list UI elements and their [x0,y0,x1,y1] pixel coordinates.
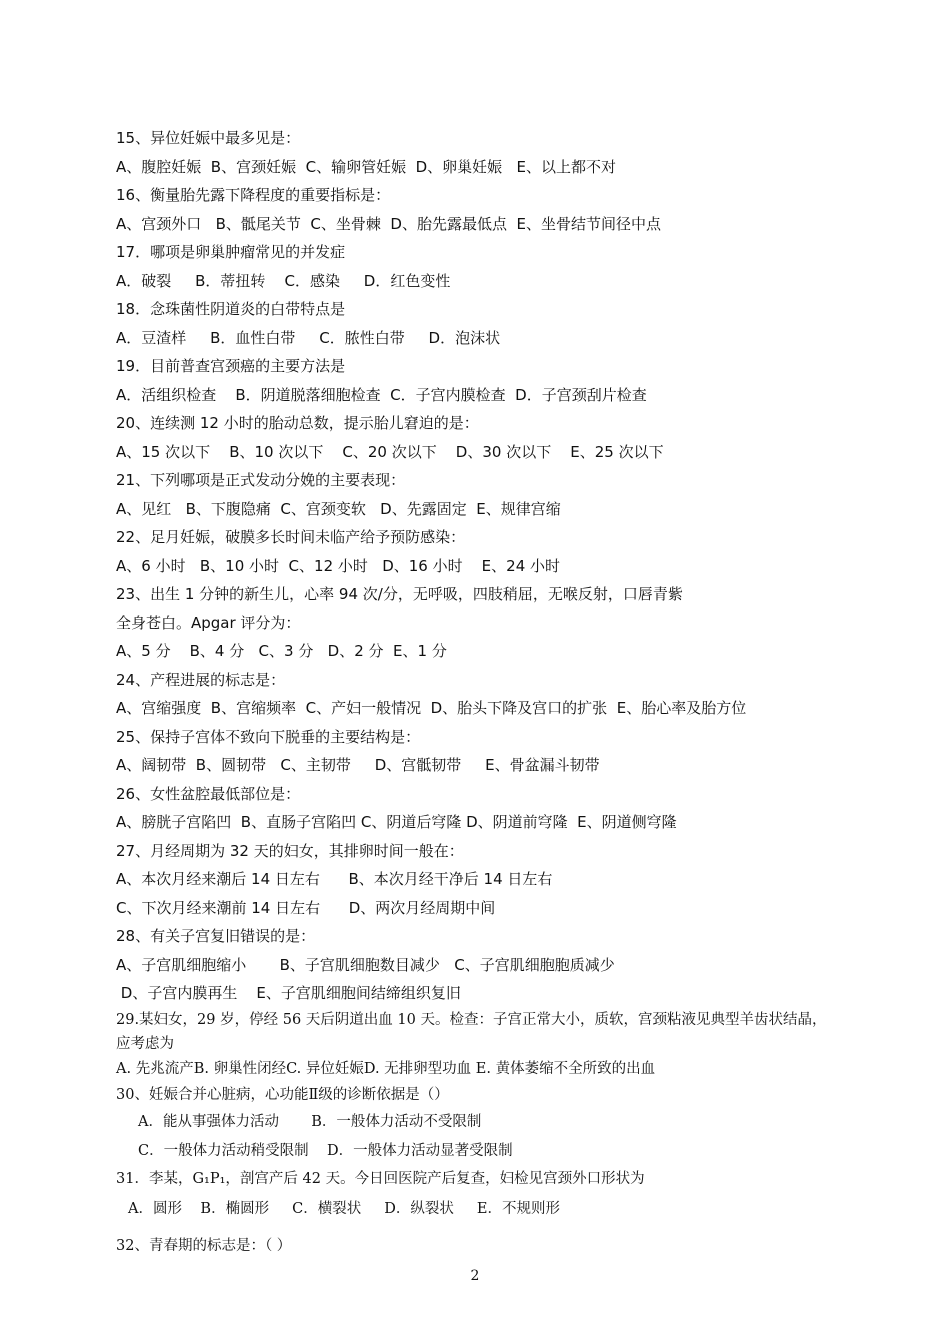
question-list [116,124,836,1261]
question-23-options: A、5 分 B、4 分 C、3 分 D、2 分 E、1 分 [116,642,447,660]
question-29-options: A. 先兆流产B. 卵巢性闭经C. 异位妊娠D. 无排卵型功血 E. 黄体萎缩不全所致的出血 [116,1060,656,1077]
question-26: 26、女性盆腔最低部位是： [116,784,301,803]
question-30-options-ab: A．能从事强体力活动 B．一般体力活动不受限制 [138,1113,482,1130]
question-20-options: A、15 次以下 B、10 次以下 C、20 次以下 D、30 次以下 E、25 次以下 [116,442,664,461]
question-25-options: A、阔韧带 B、圆韧带 C、主韧带 D、宫骶韧带 E、骨盆漏斗韧带 [116,756,600,774]
question-18: 18．念珠菌性阴道炎的白带特点是 [116,300,346,318]
question-15: 15、异位妊娠中最多见是： [116,129,301,147]
question-20: 20、连续测 12 小时的胎动总数，提示胎儿窘迫的是： [116,414,479,432]
question-21-options: A、见红 B、下腹隐痛 C、宫颈变软 D、先露固定 E、规律宫缩 [116,499,561,518]
question-17-options: A．破裂 B．蒂扭转 C．感染 D．红色变性 [116,271,451,290]
question-31: 31．李某，G₁P₁，剖宫产后 42 天。今日回医院产后复查，妇检见宫颈外口形状为 [116,1170,645,1187]
question-24: 24、产程进展的标志是： [116,670,286,689]
question-15-options: A、腹腔妊娠 B、宫颈妊娠 C、输卵管妊娠 D、卵巢妊娠 E、以上都不对 [116,157,616,176]
question-19: 19．目前普查宫颈癌的主要方法是 [116,357,346,375]
question-19-options: A．活组织检查 B．阴道脱落细胞检查 C．子宫内膜检查 D．子宫颈刮片检查 [116,385,647,404]
question-22: 22、足月妊娠，破膜多长时间未临产给予预防感染： [116,528,466,546]
question-23: 23、出生 1 分钟的新生儿，心率 94 次/分，无呼吸，四肢稍屈，无喉反射，口唇青紫 [116,585,683,603]
question-27-options-ab: A、本次月经来潮后 14 日左右 B、本次月经干净后 14 日左右 [116,870,553,888]
question-22-options: A、6 小时 B、10 小时 C、12 小时 D、16 小时 E、24 小时 [116,556,561,575]
question-28: 28、有关子宫复旧错误的是： [116,927,316,945]
question-28-options-de: D、子宫内膜再生 E、子宫肌细胞间结缔组织复旧 [116,984,461,1002]
question-17: 17．哪项是卵巢肿瘤常见的并发症 [116,243,346,261]
question-16: 16、衡量胎先露下降程度的重要指标是： [116,186,391,204]
question-30: 30、妊娠合并心脏病，心功能Ⅱ级的诊断依据是（） [116,1086,449,1103]
question-31-options: A．圆形 B．椭圆形 C．横裂状 D．纵裂状 E．不规则形 [128,1200,561,1217]
question-24-options: A、宫缩强度 B、宫缩频率 C、产妇一般情况 D、胎头下降及宫口的扩张 E、胎心率及胎方位 [116,699,747,717]
question-26-options: A、膀胱子宫陷凹 B、直肠子宫陷凹 C、阴道后穹隆 D、阴道前穹隆 E、阴道侧穹隆 [116,813,677,831]
question-18-options: A．豆渣样 B．血性白带 C．脓性白带 D．泡沫状 [116,328,501,347]
question-21: 21、下列哪项是正式发动分娩的主要表现： [116,471,406,489]
question-16-options: A、宫颈外口 B、骶尾关节 C、坐骨棘 D、胎先露最低点 E、坐骨结节间径中点 [116,214,661,233]
question-27: 27、月经周期为 32 天的妇女，其排卵时间一般在： [116,841,464,860]
question-32: 32、青春期的标志是：（ ） [116,1237,292,1254]
question-23-continued: 全身苍白。Apgar 评分为： [116,613,301,632]
page-number: 2 [470,1268,480,1284]
question-30-options-cd: C．一般体力活动稍受限制 D．一般体力活动显著受限制 [138,1142,513,1159]
question-28-options-abc: A、子宫肌细胞缩小 B、子宫肌细胞数目减少 C、子宫肌细胞胞质减少 [116,955,615,974]
question-29: 29.某妇女，29 岁，停经 56 天后阴道出血 10 天。检查：子宫正常大小，质软，宫颈粘液见典型羊齿状结晶，应考虑为 [116,1011,827,1052]
question-25: 25、保持子宫体不致向下脱垂的主要结构是： [116,727,421,746]
question-27-options-cd: C、下次月经来潮前 14 日左右 D、两次月经周期中间 [116,898,496,917]
